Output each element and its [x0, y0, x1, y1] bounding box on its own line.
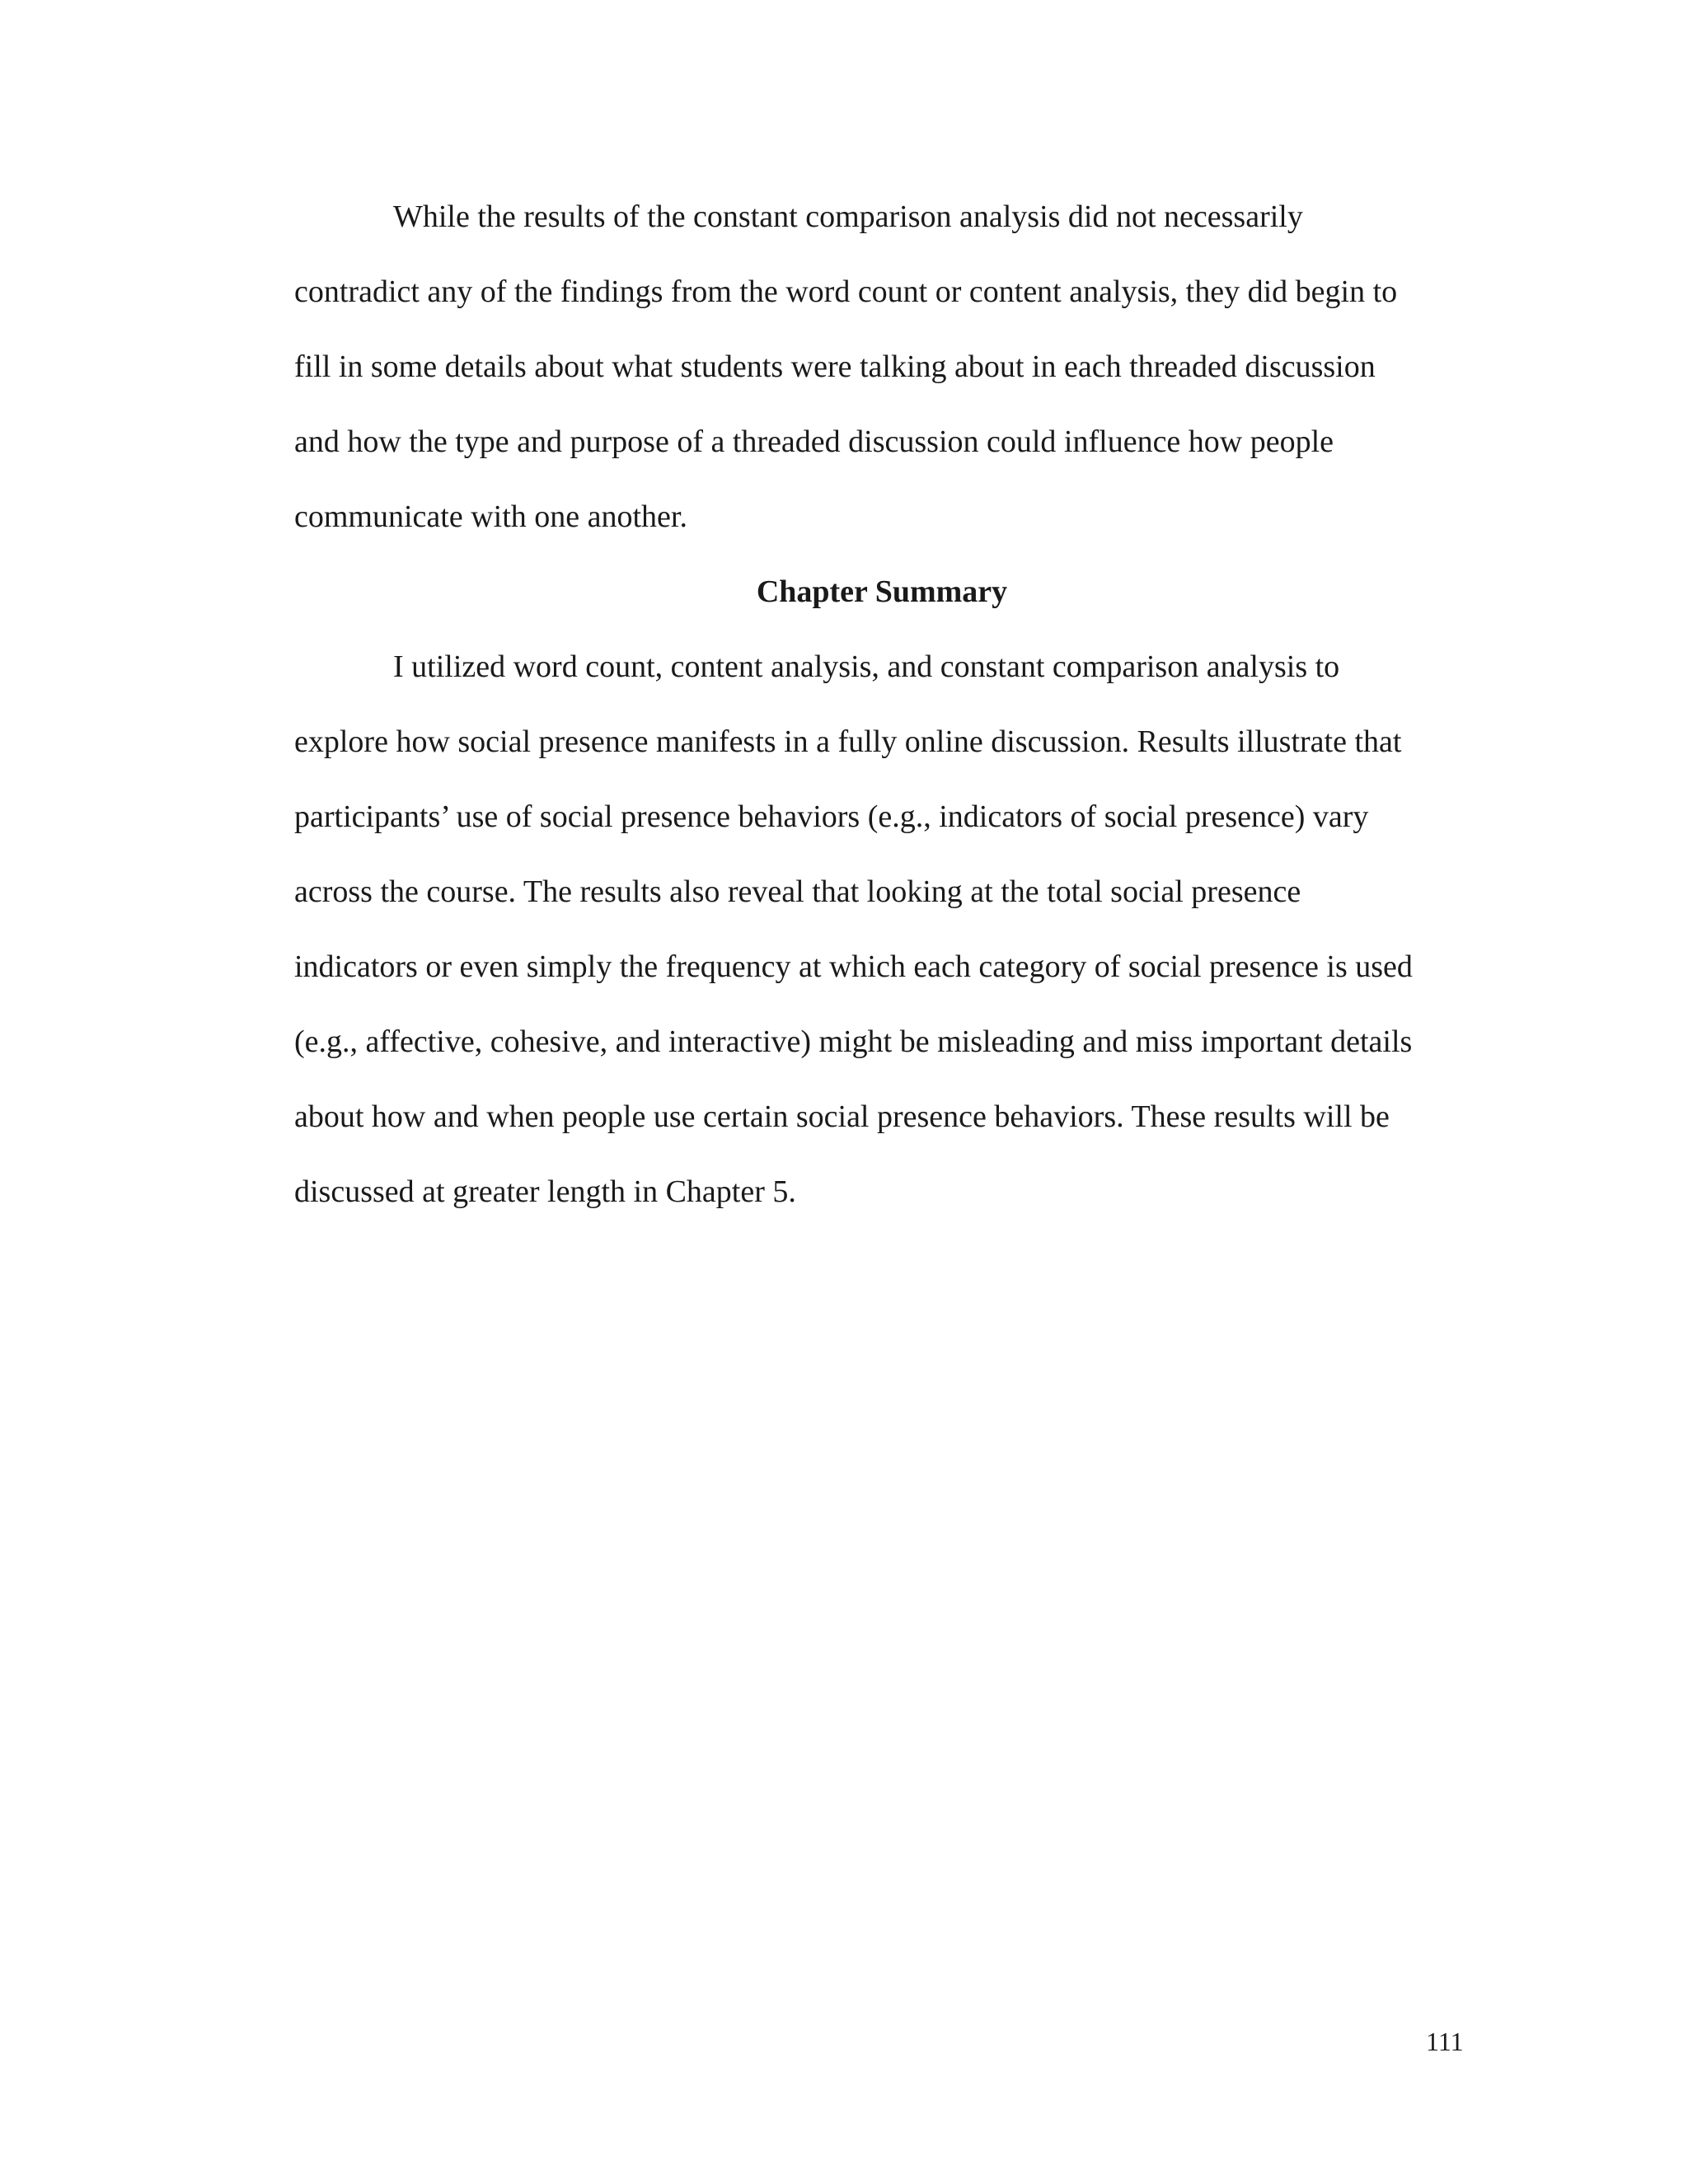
paragraph-1-line: contradict any of the findings from the word count or content analysis, they did begin to — [294, 274, 1398, 309]
section-heading: Chapter Summary — [756, 574, 1008, 609]
paragraph-1-line: and how the type and purpose of a threaded discussion could influence how people — [294, 424, 1334, 459]
paragraph-2-line: across the course. The results also reveal that looking at the total social presence — [294, 874, 1301, 909]
paragraph-2-line: indicators or even simply the frequency at which each category of social presence is used — [294, 949, 1413, 984]
paragraph-2-line: about how and when people use certain social presence behaviors. These results will be — [294, 1099, 1390, 1134]
paragraph-2-line: participants’ use of social presence behaviors (e.g., indicators of social presence) vary — [294, 799, 1369, 834]
paragraph-1-line: fill in some details about what students were talking about in each threaded discussion — [294, 349, 1376, 384]
paragraph-1-line: While the results of the constant comparison analysis did not necessarily — [393, 199, 1303, 234]
paragraph-2-line: discussed at greater length in Chapter 5. — [294, 1174, 796, 1209]
paragraph-1-line: communicate with one another. — [294, 499, 687, 534]
paragraph-2-line: I utilized word count, content analysis, and constant comparison analysis to — [393, 649, 1340, 684]
paragraph-2-line: explore how social presence manifests in a fully online discussion. Results illustrate that — [294, 724, 1402, 759]
page-number: 111 — [1426, 2027, 1464, 2056]
paragraph-2-line: (e.g., affective, cohesive, and interactive) might be misleading and miss important details — [294, 1024, 1413, 1059]
